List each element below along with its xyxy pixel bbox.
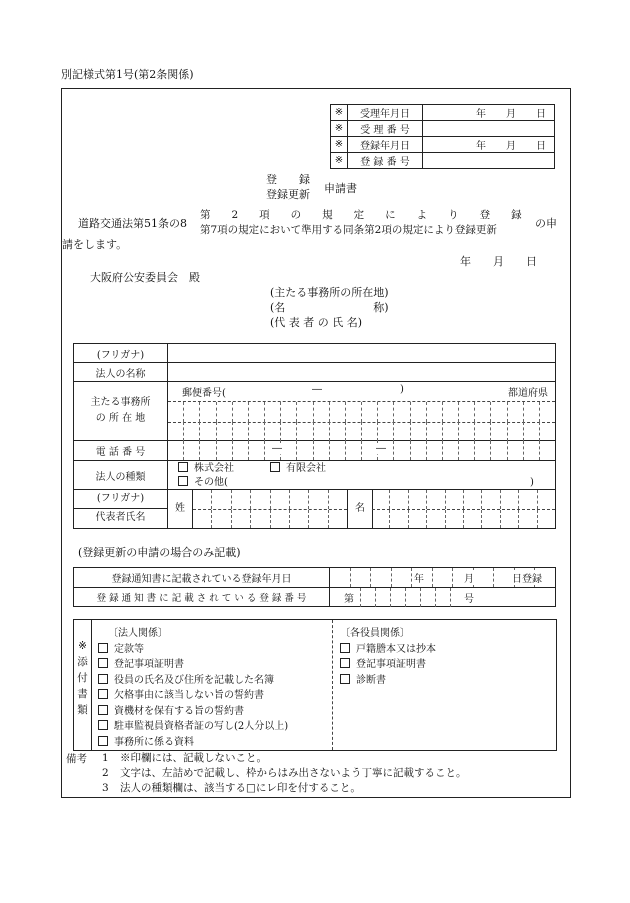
office-value-field[interactable]: 年 月 日 [423, 105, 555, 121]
note-number: 3 [102, 782, 109, 794]
office-label: 受理年月日 [348, 105, 423, 121]
phone-label: 電 話 番 号 [74, 441, 168, 461]
checkbox-icon[interactable] [98, 720, 108, 730]
office-value-field[interactable] [423, 153, 555, 169]
attachments-char: 付 [77, 672, 88, 684]
renewal-number-field[interactable] [330, 588, 556, 607]
corp-type-close: ) [530, 477, 534, 488]
officer-docs-list [340, 626, 436, 688]
note-text: 文字は、左詰めで記載し、枠からはみ出さないよう丁寧に記載すること。 [120, 767, 467, 779]
officer-doc-label: 診断書 [356, 674, 386, 686]
officer-doc-item[interactable] [340, 642, 436, 658]
officer-doc-label: 戸籍謄本又は抄本 [356, 643, 436, 655]
phone-field[interactable] [168, 441, 556, 461]
corp-doc-item[interactable] [98, 719, 288, 735]
attachments-char: 書 [77, 688, 88, 700]
corp-doc-label: 事務所に係る資料 [114, 736, 194, 748]
corp-type-opt1[interactable] [178, 462, 234, 476]
corp-type-field [168, 461, 556, 490]
corp-type-opt2-label: 有限会社 [286, 463, 326, 474]
renewal-year-label: 年 [414, 570, 424, 585]
corp-doc-item[interactable] [98, 657, 288, 673]
corp-doc-label: 定款等 [114, 643, 144, 655]
addressee: 大阪府公安委員会 殿 [90, 271, 200, 284]
corp-doc-item[interactable] [98, 642, 288, 658]
renewal-date-field[interactable] [330, 568, 556, 588]
attachments-side [74, 620, 92, 750]
note-number: 1 [102, 752, 109, 764]
office-label: 登 録 番 号 [348, 153, 423, 169]
checkbox-icon[interactable] [270, 462, 280, 472]
rep-furigana-label: (フリガナ) [74, 490, 167, 509]
corp-type-opt3-label: その他( [194, 477, 228, 488]
applicant-name-label: (名 称) [270, 301, 389, 314]
corp-doc-item[interactable] [98, 688, 288, 704]
address-label [74, 382, 168, 441]
corp-doc-item[interactable] [98, 704, 288, 720]
main-info-table [73, 343, 556, 529]
applicant-rep-label: (代 表 者 の 氏 名) [270, 316, 363, 329]
corp-docs-heading: 〔法人関係〕 [108, 628, 168, 639]
office-use-table [330, 104, 555, 169]
rep-label-cell [74, 490, 168, 529]
renewal-number-cells[interactable] [360, 588, 465, 607]
notes-list [102, 751, 467, 796]
office-mark: ※ [331, 137, 348, 153]
checkbox-icon[interactable] [340, 643, 350, 653]
corp-type-opt2[interactable] [270, 462, 326, 476]
surname-label: 姓 [168, 490, 193, 528]
checkbox-icon[interactable] [98, 674, 108, 684]
office-label: 受 理 番 号 [348, 121, 423, 137]
title-register: 登 録 [266, 173, 310, 186]
address-line-2[interactable] [168, 422, 555, 441]
intro-line2: 第7項の規定において準用する同条第2項の規定により登録更新 [200, 224, 497, 236]
applicant-address-label: (主たる事務所の所在地) [270, 286, 389, 299]
furigana-label: (フリガナ) [74, 344, 168, 363]
address-field[interactable] [168, 382, 556, 441]
corp-doc-label: 資機材を保有する旨の誓約書 [114, 705, 244, 717]
postal-prefix: 郵便番号( [182, 388, 226, 399]
note-text: 法人の種類欄は、該当する□にレ印を付すること。 [120, 782, 361, 794]
checkbox-icon[interactable] [178, 462, 188, 472]
attachments-box [73, 619, 557, 751]
officer-doc-item[interactable] [340, 673, 436, 689]
renewal-month-label: 月 [464, 570, 474, 585]
corp-furigana-field[interactable] [168, 344, 556, 363]
given-name-label: 名 [347, 490, 373, 528]
checkbox-icon[interactable] [98, 689, 108, 699]
title-renewal: 登録更新 [266, 188, 310, 201]
rep-name-label: 代表者氏名 [95, 512, 146, 523]
renewal-note: (登録更新の申請の場合のみ記載) [78, 546, 241, 559]
checkbox-icon[interactable] [98, 658, 108, 668]
note-number: 2 [102, 767, 109, 779]
corp-docs-list [98, 626, 288, 750]
note-item [102, 781, 467, 796]
corp-doc-label: 役員の氏名及び住所を記載した名簿 [114, 674, 274, 686]
corp-doc-item[interactable] [98, 673, 288, 689]
attachments-divider [332, 620, 334, 750]
note-item [102, 766, 467, 781]
title-block [266, 172, 310, 202]
corp-name-label: 法人の名称 [74, 363, 168, 382]
checkbox-icon[interactable] [178, 476, 188, 486]
officer-doc-item[interactable] [340, 657, 436, 673]
renewal-day-label: 日登録 [512, 570, 542, 585]
surname-field[interactable] [193, 490, 347, 528]
renewal-date-label: 登録通知書に記載されている登録年月日 [74, 568, 330, 588]
corp-type-opt3[interactable] [178, 476, 228, 490]
title-suffix: 申請書 [324, 182, 357, 195]
office-mark: ※ [331, 121, 348, 137]
office-value-field[interactable]: 年 月 日 [423, 137, 555, 153]
notes-label: 備考 [66, 753, 87, 765]
checkbox-icon[interactable] [340, 674, 350, 684]
prefecture-label: 都道府県 [508, 388, 548, 399]
postal-dash: ― [312, 384, 322, 395]
office-value-field[interactable] [423, 121, 555, 137]
corp-doc-label: 欠格事由に該当しない旨の誓約書 [114, 690, 264, 701]
intro-line1: 第 2 項 の 規 定 に よ り 登 録 [200, 209, 522, 221]
renewal-number-label: 登 録 通 知 書 に 記 載 さ れ て い る 登 録 番 号 [74, 588, 330, 607]
renewal-table [73, 567, 556, 607]
form-label: 別記様式第1号(第2条関係) [61, 68, 194, 81]
address-line-1[interactable] [168, 401, 555, 423]
corp-doc-item[interactable] [98, 735, 288, 751]
corp-name-field[interactable] [168, 363, 556, 382]
note-item [102, 751, 467, 766]
applicant-block [270, 285, 389, 330]
address-label-line2: の 所 在 地 [95, 413, 146, 424]
office-mark: ※ [331, 105, 348, 121]
postal-close: ) [400, 384, 404, 395]
office-mark: ※ [331, 153, 348, 169]
given-name-field[interactable] [372, 490, 555, 528]
checkbox-icon[interactable] [340, 658, 350, 668]
officer-doc-label: 登記事項証明書 [356, 659, 426, 670]
application-date: 年 月 日 [460, 255, 537, 268]
officer-docs-heading: 〔各役員関係〕 [340, 628, 410, 639]
checkbox-icon[interactable] [98, 736, 108, 746]
rep-name-field [168, 490, 556, 529]
corp-type-label: 法人の種類 [74, 461, 168, 490]
attachments-char: 添 [77, 656, 88, 668]
checkbox-icon[interactable] [98, 705, 108, 715]
attachments-char: 類 [77, 704, 88, 716]
renewal-number-prefix: 第 [344, 594, 354, 605]
corp-doc-label: 登記事項証明書 [114, 659, 184, 670]
checkbox-icon[interactable] [98, 643, 108, 653]
corp-type-opt1-label: 株式会社 [194, 463, 234, 474]
attachments-mark: ※ [78, 640, 87, 652]
phone-dash-2: ― [376, 443, 386, 454]
renewal-number-suffix: 号 [464, 594, 474, 605]
intro-suffix: の申 [535, 217, 557, 230]
phone-dash-1: ― [272, 443, 282, 454]
intro-prefix: 道路交通法第51条の8 [78, 217, 187, 230]
note-text: ※印欄には、記載しないこと。 [120, 752, 267, 764]
intro-cont: 請をします。 [62, 238, 128, 251]
office-label: 登録年月日 [348, 137, 423, 153]
address-label-line1: 主たる事務所 [90, 397, 151, 408]
corp-doc-label: 駐車監視員資格者証の写し(2人分以上) [114, 721, 289, 732]
